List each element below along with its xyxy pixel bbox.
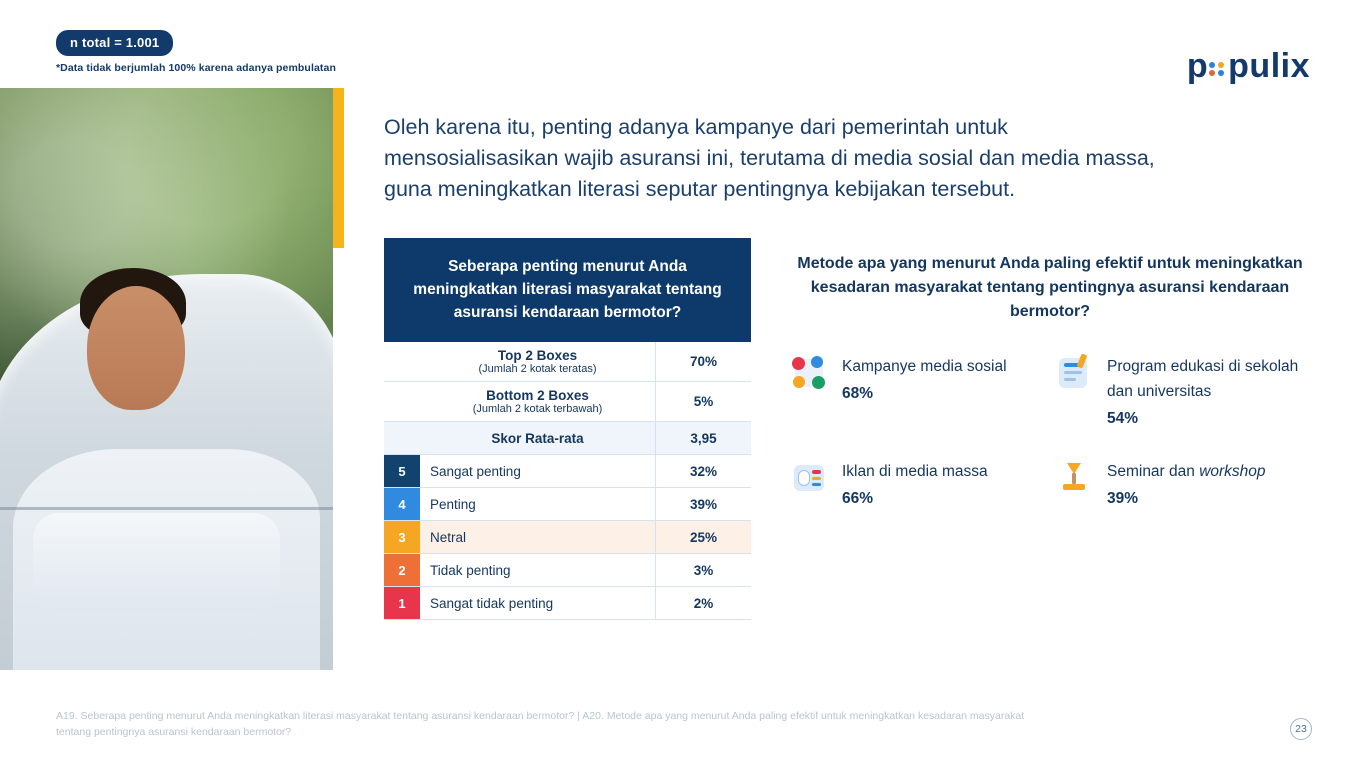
footer-note: A19. Seberapa penting menurut Anda meningkatkan literasi masyarakat tentang asuransi kendaraan bermotor? | A20. Metode apa yang menurut Anda paling efektif untuk meningkatkan kesadaran masyarakat tentang pentingnya asuransi kendaraan bermotor? [56, 710, 1025, 738]
top2-value: 70% [655, 342, 751, 381]
average-score-value: 3,95 [655, 422, 751, 454]
scale-rank-5: 5 [384, 455, 420, 487]
table-row [384, 554, 751, 587]
bottom2-sublabel: (Jumlah 2 kotak terbawah) [472, 403, 603, 415]
scale-value-3: 25% [655, 521, 751, 553]
method-item [1055, 354, 1310, 431]
accent-bar [333, 88, 344, 248]
method-value: 54% [1107, 410, 1139, 427]
table-row [384, 382, 751, 422]
method-label: Iklan di media massa [842, 463, 988, 480]
bottom2-label: Bottom 2 Boxes [486, 388, 589, 403]
methods-panel [790, 252, 1310, 511]
scale-label-1: Sangat tidak penting [430, 595, 554, 611]
importance-table [384, 238, 751, 620]
method-item [790, 459, 1045, 511]
table-header: Seberapa penting menurut Anda meningkatkan literasi masyarakat tentang asuransi kendaraan bermotor? [384, 238, 751, 342]
scale-rank-4: 4 [384, 488, 420, 520]
table-row [384, 455, 751, 488]
scale-value-2: 3% [655, 554, 751, 586]
logo-text-pre: p [1186, 47, 1209, 85]
scale-value-5: 32% [655, 455, 751, 487]
education-program-icon [1055, 354, 1093, 392]
header-meta [56, 30, 336, 74]
scale-rank-1: 1 [384, 587, 420, 619]
method-label: Kampanye media sosial [842, 358, 1007, 375]
table-row [384, 422, 751, 455]
scale-label-5: Sangat penting [430, 463, 521, 479]
page-title: Oleh karena itu, penting adanya kampanye dari pemerintah untuk mensosialisasikan wajib asuransi ini, terutama di media sosial dan media massa, guna meningkatkan literasi seputar pentingnya kebijakan tersebut. [384, 115, 1155, 201]
scale-label-2: Tidak penting [430, 562, 511, 578]
mass-media-ads-icon [790, 459, 828, 497]
logo-text-post: pulix [1228, 47, 1310, 85]
logo-dots-icon [1209, 62, 1225, 76]
hero-photo [0, 88, 333, 670]
scale-label-3: Netral [430, 529, 467, 545]
methods-title: Metode apa yang menurut Anda paling efektif untuk meningkatkan kesadaran masyarakat tentang pentingnya asuransi kendaraan bermotor? [797, 255, 1303, 320]
scale-value-4: 39% [655, 488, 751, 520]
top2-label: Top 2 Boxes [497, 348, 578, 363]
scale-value-1: 2% [655, 587, 751, 619]
top2-sublabel: (Jumlah 2 kotak teratas) [478, 363, 597, 375]
scale-label-4: Penting [430, 496, 476, 512]
scale-rank-3: 3 [384, 521, 420, 553]
table-row [384, 587, 751, 620]
seminar-icon [1055, 459, 1093, 497]
table-row [384, 521, 751, 554]
table-row [384, 488, 751, 521]
bottom2-value: 5% [655, 382, 751, 421]
n-total-badge: n total = 1.001 [56, 30, 173, 56]
table-row [384, 342, 751, 382]
rounding-note: *Data tidak berjumlah 100% karena adanya pembulatan [56, 62, 336, 74]
method-item [1055, 459, 1310, 511]
social-media-icon [790, 354, 828, 392]
scale-rank-2: 2 [384, 554, 420, 586]
page-number: 23 [1290, 718, 1312, 740]
method-value: 66% [842, 490, 874, 507]
average-score-label: Skor Rata-rata [491, 430, 584, 446]
method-label: Program edukasi di sekolah dan universitas [1107, 358, 1299, 400]
method-value: 39% [1107, 490, 1139, 507]
method-item [790, 354, 1045, 431]
method-label-italic: workshop [1199, 463, 1266, 480]
method-value: 68% [842, 385, 874, 402]
method-label: Seminar dan [1107, 463, 1195, 480]
populix-logo [1187, 47, 1310, 86]
